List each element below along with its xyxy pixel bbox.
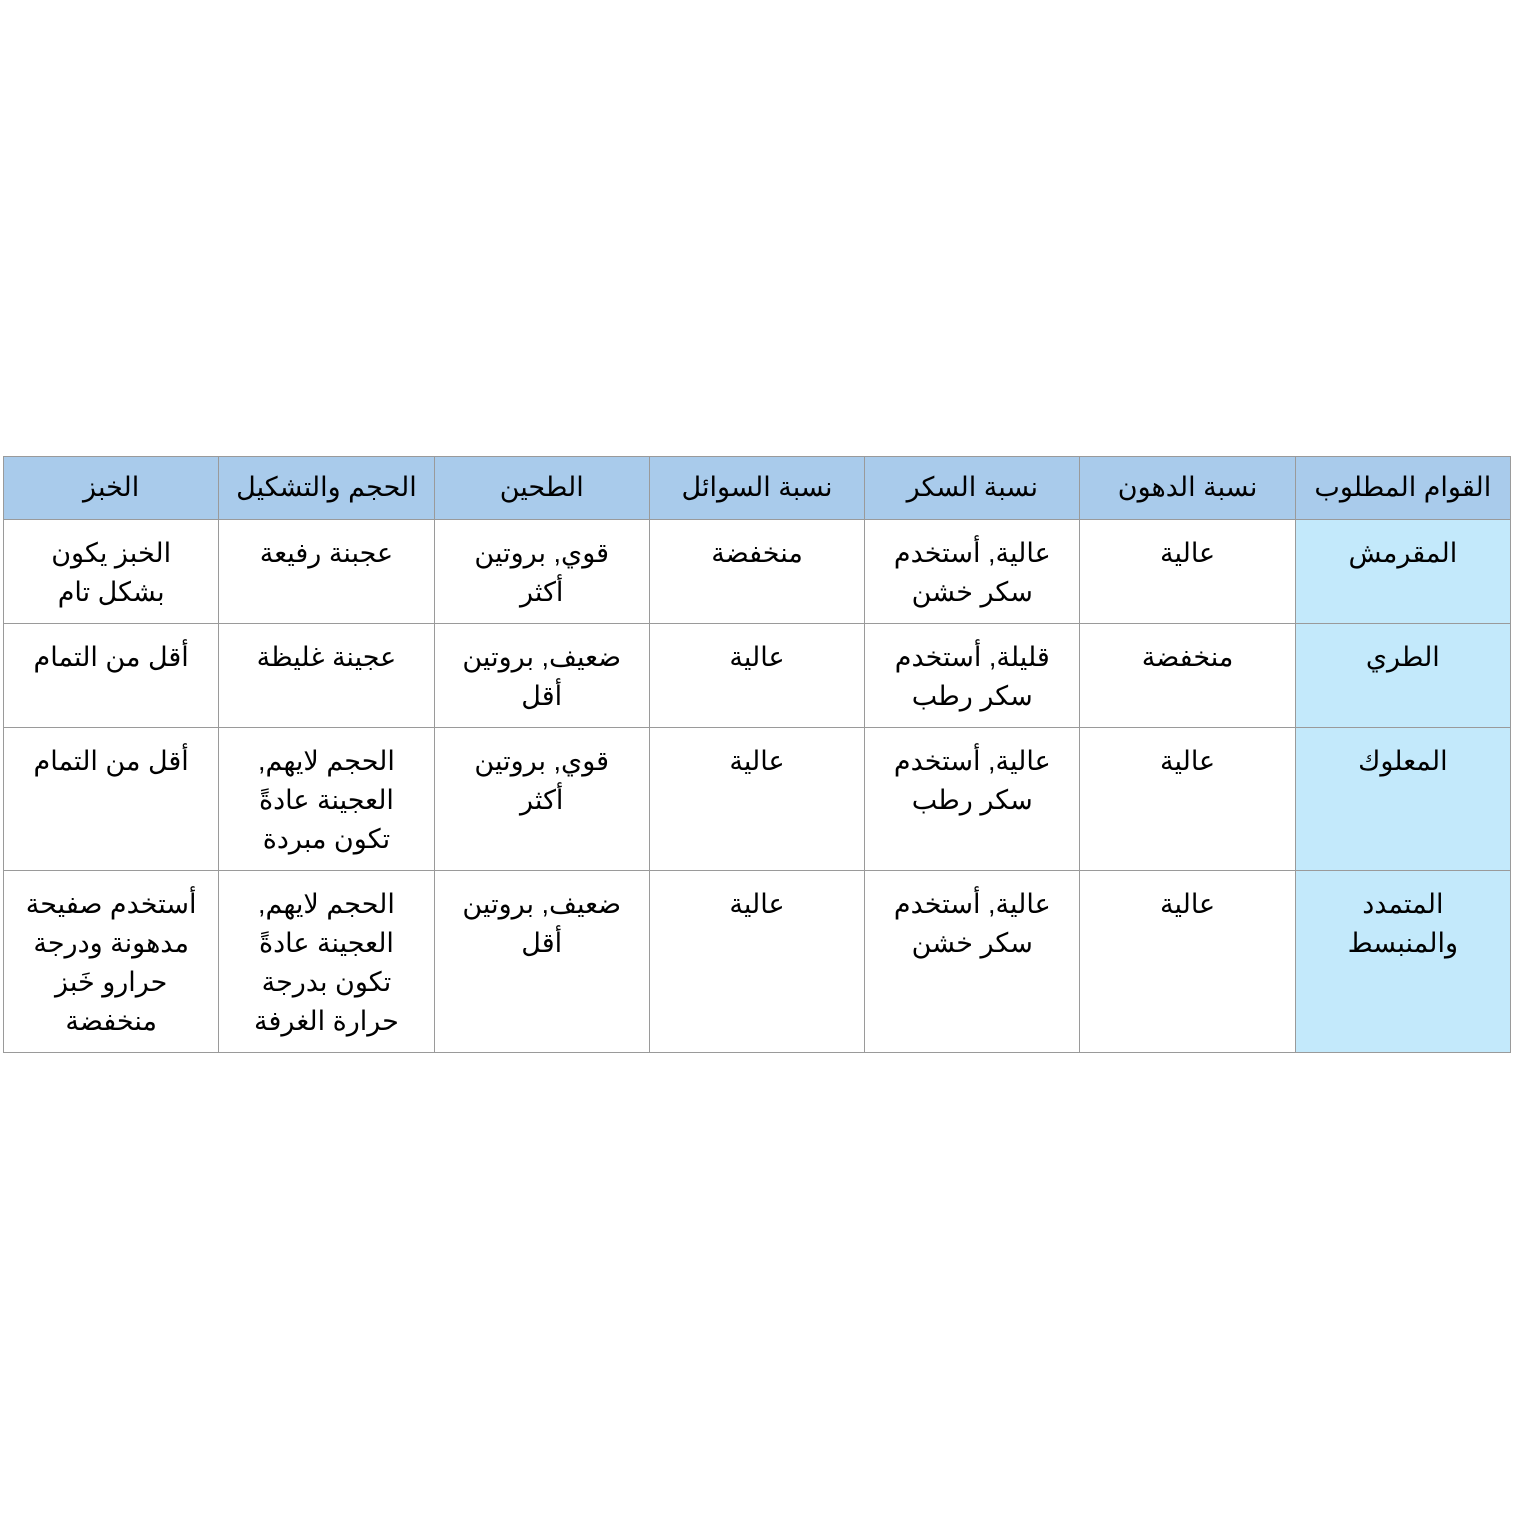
cell-line: أقل xyxy=(521,681,563,711)
cell-line: عالية xyxy=(1159,746,1216,776)
row-texture-name: المعلوك xyxy=(1295,728,1510,871)
cell-fat xyxy=(1080,728,1295,871)
cell-flour xyxy=(434,871,649,1053)
cookie-texture-table xyxy=(3,456,1511,1053)
cell-line: ضعيف, بروتين xyxy=(462,889,622,919)
cell-bake xyxy=(4,728,219,871)
cell-line: قليلة, أستخدم xyxy=(894,642,1050,672)
cell-line: عالية xyxy=(729,889,785,919)
cell-line: سكر خشن xyxy=(911,577,1033,607)
cell-fat xyxy=(1080,871,1295,1053)
cell-line: حرارو خَبز xyxy=(54,967,168,997)
cell-flour xyxy=(434,624,649,728)
cell-liquid xyxy=(649,624,864,728)
cell-line: قوي, بروتين xyxy=(474,538,610,568)
cell-line: سكر خشن xyxy=(911,928,1033,958)
cell-shape xyxy=(219,871,434,1053)
cell-line: الحجم لايهم, xyxy=(258,746,395,776)
cell-line: منخفضة xyxy=(65,1006,157,1036)
cell-line: سكر رطب xyxy=(911,681,1033,711)
cell-line: العجينة عادةً xyxy=(258,785,394,815)
cell-line: منخفضة xyxy=(1141,642,1234,672)
cell-line: عجينة غليظة xyxy=(256,642,397,672)
cell-liquid xyxy=(649,728,864,871)
row-texture-name: الطري xyxy=(1295,624,1510,728)
cell-bake xyxy=(4,624,219,728)
cell-line: بشكل تام xyxy=(57,577,165,607)
cell-line: أستخدم صفيحة xyxy=(25,889,197,919)
cell-liquid xyxy=(649,520,864,624)
cell-line: عالية xyxy=(729,642,785,672)
cell-flour xyxy=(434,520,649,624)
header-bake: الخبز xyxy=(4,457,219,520)
cell-fat xyxy=(1080,520,1295,624)
cell-line: عالية xyxy=(1159,538,1216,568)
cell-shape xyxy=(219,728,434,871)
header-row xyxy=(4,457,1511,520)
cell-line: أقل xyxy=(521,928,563,958)
cell-line: عالية, أستخدم xyxy=(893,889,1051,919)
header-fat: نسبة الدهون xyxy=(1080,457,1295,520)
header-flour: الطحين xyxy=(434,457,649,520)
row-texture-name: المتمدد والمنبسط xyxy=(1295,871,1510,1053)
cell-sugar xyxy=(865,624,1080,728)
header-sugar: نسبة السكر xyxy=(865,457,1080,520)
cell-line: عالية, أستخدم xyxy=(893,538,1051,568)
cell-line: الحجم لايهم, xyxy=(258,889,395,919)
cell-line: عجبنة رفيعة xyxy=(259,538,394,568)
cell-line: العجينة عادةً xyxy=(258,928,394,958)
cell-line: عالية, أستخدم xyxy=(893,746,1051,776)
table-row xyxy=(4,520,1511,624)
cell-shape xyxy=(219,520,434,624)
cell-line: تكون بدرجة xyxy=(261,967,392,997)
table-row xyxy=(4,624,1511,728)
table-row xyxy=(4,728,1511,871)
cell-bake xyxy=(4,871,219,1053)
cell-line: ضعيف, بروتين xyxy=(462,642,622,672)
comparison-table-container xyxy=(3,456,1511,1053)
cell-line: تكون مبردة xyxy=(262,824,391,854)
cell-line: سكر رطب xyxy=(911,785,1033,815)
cell-fat xyxy=(1080,624,1295,728)
cell-line: حرارة الغرفة xyxy=(254,1006,399,1036)
cell-sugar xyxy=(865,871,1080,1053)
cell-shape xyxy=(219,624,434,728)
cell-line: منخفضة xyxy=(711,538,803,568)
cell-line: قوي, بروتين xyxy=(474,746,610,776)
cell-line: مدهونة ودرجة xyxy=(33,928,189,958)
cell-line: أقل من التمام xyxy=(33,642,189,672)
cell-sugar xyxy=(865,728,1080,871)
cell-sugar xyxy=(865,520,1080,624)
cell-line: عالية xyxy=(1159,889,1216,919)
cell-liquid xyxy=(649,871,864,1053)
cell-line: أقل من التمام xyxy=(33,746,189,776)
header-texture: القوام المطلوب xyxy=(1295,457,1510,520)
cell-line: أكثر xyxy=(520,577,564,607)
cell-flour xyxy=(434,728,649,871)
header-shape: الحجم والتشكيل xyxy=(219,457,434,520)
table-row xyxy=(4,871,1511,1053)
cell-line: الخبز يكون xyxy=(51,538,172,568)
header-liquid: نسبة السوائل xyxy=(649,457,864,520)
cell-bake xyxy=(4,520,219,624)
cell-line: عالية xyxy=(729,746,785,776)
cell-line: أكثر xyxy=(520,785,564,815)
row-texture-name: المقرمش xyxy=(1295,520,1510,624)
